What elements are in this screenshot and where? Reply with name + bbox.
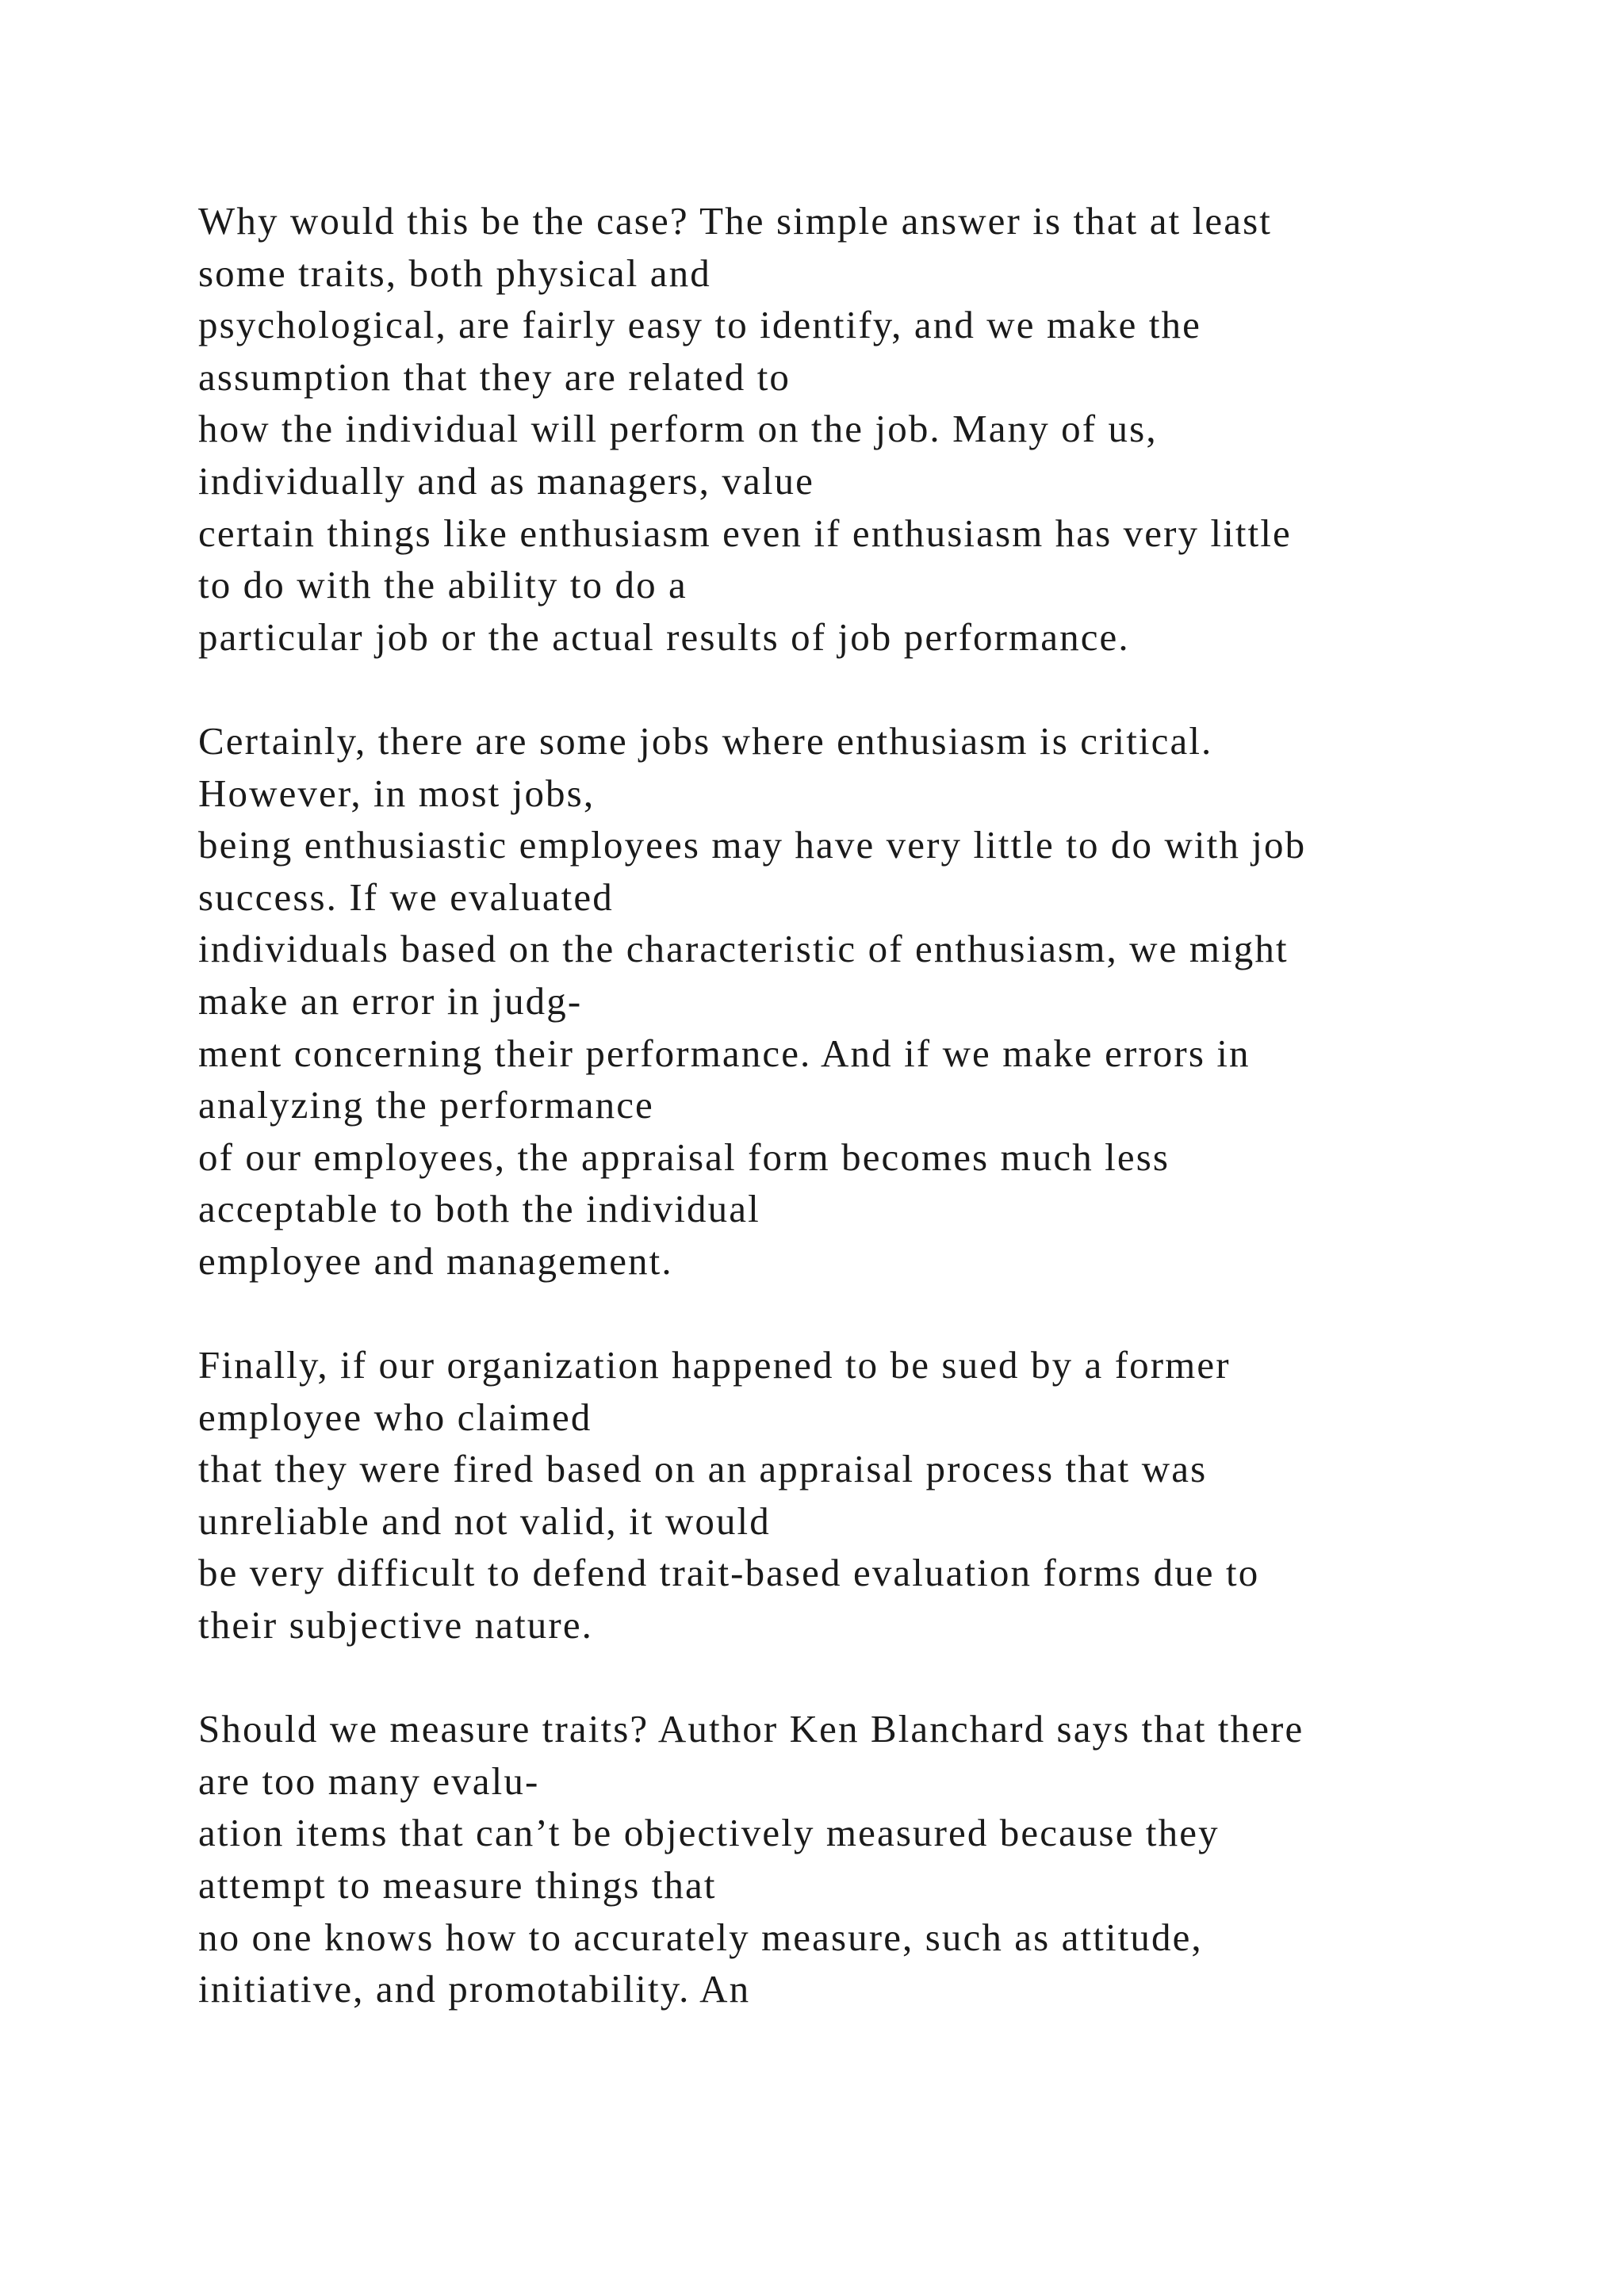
text-line: no one knows how to accurately measure, such as attitude, bbox=[198, 1915, 1203, 1959]
text-line: Certainly, there are some jobs where enthusiasm is critical. bbox=[198, 718, 1213, 763]
text-line: ment concerning their performance. And if we make errors in bbox=[198, 1031, 1251, 1075]
text-line: of our employees, the appraisal form becomes much less bbox=[198, 1135, 1170, 1179]
text-line: assumption that they are related to bbox=[198, 354, 791, 399]
paragraph-4 bbox=[198, 1703, 1546, 2015]
text-line: unreliable and not valid, it would bbox=[198, 1498, 771, 1543]
text-line: their subjective nature. bbox=[198, 1603, 594, 1647]
paragraph-3 bbox=[198, 1339, 1546, 1651]
text-line: initiative, and promotability. An bbox=[198, 1967, 751, 2011]
text-line: employee and management. bbox=[198, 1238, 673, 1283]
text-line: particular job or the actual results of job performance. bbox=[198, 614, 1130, 659]
text-line: individuals based on the characteristic of enthusiasm, we might bbox=[198, 927, 1289, 971]
text-line: individually and as managers, value bbox=[198, 458, 814, 503]
paragraph-2 bbox=[198, 715, 1546, 1288]
text-line: success. If we evaluated bbox=[198, 874, 614, 919]
body-text bbox=[198, 195, 1546, 2067]
text-line: psychological, are fairly easy to identify, and we make the bbox=[198, 303, 1201, 347]
text-line: some traits, both physical and bbox=[198, 251, 711, 295]
text-line: employee who claimed bbox=[198, 1395, 592, 1439]
text-line: ation items that can’t be objectively measured because they bbox=[198, 1811, 1220, 1855]
text-line: analyzing the performance bbox=[198, 1083, 654, 1127]
text-line: make an error in judg- bbox=[198, 978, 583, 1023]
paragraph-1 bbox=[198, 195, 1546, 663]
text-line: Finally, if our organization happened to be sued by a former bbox=[198, 1343, 1231, 1387]
text-line: being enthusiastic employees may have very little to do with job bbox=[198, 823, 1307, 867]
text-line: how the individual will perform on the job. Many of us, bbox=[198, 407, 1158, 451]
text-line: However, in most jobs, bbox=[198, 771, 596, 815]
text-line: are too many evalu- bbox=[198, 1758, 540, 1803]
text-line: Should we measure traits? Author Ken Blanchard says that there bbox=[198, 1707, 1304, 1751]
text-line: acceptable to both the individual bbox=[198, 1187, 760, 1231]
text-line: Why would this be the case? The simple answer is that at least bbox=[198, 199, 1272, 243]
text-line: be very difficult to defend trait-based evaluation forms due to bbox=[198, 1551, 1260, 1595]
text-line: that they were fired based on an appraisal process that was bbox=[198, 1447, 1208, 1491]
text-line: attempt to measure things that bbox=[198, 1863, 717, 1907]
text-line: to do with the ability to do a bbox=[198, 563, 688, 607]
text-line: certain things like enthusiasm even if enthusiasm has very little bbox=[198, 511, 1292, 555]
